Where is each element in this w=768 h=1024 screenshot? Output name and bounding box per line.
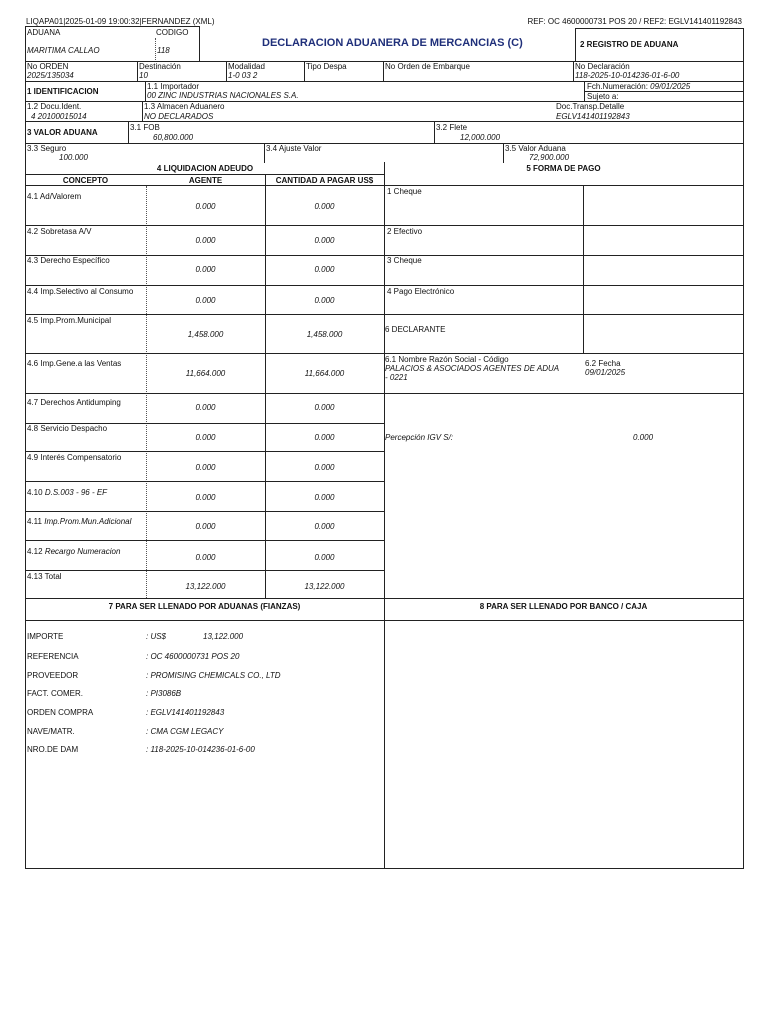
table-row-concepto: 4.3 Derecho Específico xyxy=(27,256,110,265)
table-row-agente: 0.000 xyxy=(195,265,216,274)
forma-pago-item: 2 Efectivo xyxy=(387,227,423,236)
fianza-label: REFERENCIA xyxy=(27,652,79,661)
seguro-value: 100.000 xyxy=(59,153,88,162)
table-row-cantidad: 0.000 xyxy=(314,493,335,502)
table-row-concepto: 4.8 Servicio Despacho xyxy=(27,424,108,433)
table-row-concepto: 4.10 D.S.003 - 96 - EF xyxy=(27,488,108,497)
fianza-value: : PI3086B xyxy=(146,689,182,698)
table-row-cantidad: 11,664.000 xyxy=(304,369,345,378)
docu-ident-label: 1.2 Docu.Ident. xyxy=(27,102,82,111)
destinacion-label: Destinación xyxy=(139,62,181,71)
valor-aduana-label: 3 VALOR ADUANA xyxy=(27,128,98,137)
fecha-label: 6.2 Fecha xyxy=(585,359,621,368)
destinacion-value: 10 xyxy=(139,71,148,80)
col-cantidad: CANTIDAD A PAGAR US$ xyxy=(275,176,374,185)
forma-pago-item: 4 Pago Electrónico xyxy=(387,287,455,296)
importador-label: 1.1 Importador xyxy=(147,82,200,91)
codigo-value: 118 xyxy=(157,46,170,55)
table-row-concepto: 4.13 Total xyxy=(27,572,62,581)
table-row-cantidad: 0.000 xyxy=(314,522,335,531)
table-row-concepto: 4.5 Imp.Prom.Municipal xyxy=(27,316,112,325)
sujeto-label: Sujeto a: xyxy=(587,92,619,101)
table-row-agente: 0.000 xyxy=(195,236,216,245)
aduana-value: MARITIMA CALLAO xyxy=(27,46,100,55)
table-row-agente: 0.000 xyxy=(195,553,216,562)
fch-numeracion: Fch.Numeración: 09/01/2025 xyxy=(587,82,691,91)
fianza-label: PROVEEDOR xyxy=(27,671,79,680)
page-title: DECLARACION ADUANERA DE MERCANCIAS (C) xyxy=(262,37,523,49)
table-row-cantidad: 0.000 xyxy=(314,553,335,562)
col-agente: AGENTE xyxy=(188,176,223,185)
fianza-value: : OC 4600000731 POS 20 xyxy=(146,652,240,661)
codigo-label: CODIGO xyxy=(156,28,189,37)
flete-label: 3.2 Flete xyxy=(436,123,468,132)
modalidad-value: 1-0 03 2 xyxy=(228,71,258,80)
fianza-label: NRO.DE DAM xyxy=(27,745,79,754)
fob-value: 60,800.000 xyxy=(153,133,194,142)
table-row-concepto: 4.1 Ad/Valorem xyxy=(27,192,82,201)
table-row-cantidad: 0.000 xyxy=(314,265,335,274)
table-row-concepto: 4.6 Imp.Gene.a las Ventas xyxy=(27,359,122,368)
fecha-value: 09/01/2025 xyxy=(585,368,626,377)
table-row-concepto: 4.4 Imp.Selectivo al Consumo xyxy=(27,287,134,296)
orden-embarque-label: No Orden de Embarque xyxy=(385,62,470,71)
forma-pago-item: 1 Cheque xyxy=(387,187,422,196)
table-row-cantidad: 0.000 xyxy=(314,433,335,442)
forma-pago-label: 5 FORMA DE PAGO xyxy=(526,164,601,173)
declarante-label: 6 DECLARANTE xyxy=(385,325,446,334)
table-row-agente: 0.000 xyxy=(195,403,216,412)
table-row-cantidad: 0.000 xyxy=(314,236,335,245)
nombre-razon-code: - 0221 xyxy=(385,373,408,382)
header-right: REF: OC 4600000731 POS 20 / REF2: EGLV141401192843 xyxy=(527,17,742,26)
aduanas-section-label: 7 PARA SER LLENADO POR ADUANAS (FIANZAS) xyxy=(108,602,301,611)
declaracion-value: 118-2025-10-014236-01-6-00 xyxy=(575,71,680,80)
importador-value: 00 ZINC INDUSTRIAS NACIONALES S.A. xyxy=(147,91,299,100)
aduana-label: ADUANA xyxy=(27,28,61,37)
col-concepto: CONCEPTO xyxy=(62,176,109,185)
fianza-value: : EGLV141401192843 xyxy=(146,708,225,717)
header-left: LIQAPA01|2025-01-09 19:00:32|FERNANDEZ (XML) xyxy=(26,17,215,26)
table-row-agente: 0.000 xyxy=(195,296,216,305)
table-row-agente: 13,122.000 xyxy=(185,582,226,591)
table-row-cantidad: 0.000 xyxy=(314,202,335,211)
banco-section-label: 8 PARA SER LLENADO POR BANCO / CAJA xyxy=(479,602,648,611)
doc-transp-label: Doc.Transp.Detalle xyxy=(556,102,625,111)
table-row-agente: 11,664.000 xyxy=(185,369,226,378)
table-row-agente: 0.000 xyxy=(195,493,216,502)
fianza-label: FACT. COMER. xyxy=(27,689,84,698)
valor-aduana-total-label: 3.5 Valor Aduana xyxy=(505,144,566,153)
table-row-concepto: 4.12 Recargo Numeracion xyxy=(27,547,121,556)
doc-transp-value: EGLV141401192843 xyxy=(556,112,630,121)
almacen-label: 1.3 Almacen Aduanero xyxy=(144,102,225,111)
nombre-razon-value: PALACIOS & ASOCIADOS AGENTES DE ADUA xyxy=(385,364,560,373)
docu-ident-value: 4 20100015014 xyxy=(31,112,87,121)
nombre-razon-label: 6.1 Nombre Razón Social - Código xyxy=(385,355,509,364)
table-row-agente: 1,458.000 xyxy=(187,330,224,339)
table-row-cantidad: 0.000 xyxy=(314,296,335,305)
almacen-value: NO DECLARADOS xyxy=(144,112,214,121)
fianza-value: : CMA CGM LEGACY xyxy=(146,727,224,736)
fianza-label: ORDEN COMPRA xyxy=(27,708,94,717)
fianza-label: NAVE/MATR. xyxy=(27,727,75,736)
valor-aduana-total-value: 72,900.000 xyxy=(529,153,570,162)
forma-pago-item: 3 Cheque xyxy=(387,256,422,265)
table-row-agente: 0.000 xyxy=(195,463,216,472)
liquidacion-label: 4 LIQUIDACION ADEUDO xyxy=(156,164,254,173)
tipo-despacho-label: Tipo Despa xyxy=(306,62,347,71)
percepcion-igv-label: Percepción IGV S/: xyxy=(385,433,454,442)
table-row-agente: 0.000 xyxy=(195,433,216,442)
percepcion-igv-value: 0.000 xyxy=(633,433,654,442)
table-row-concepto: 4.9 Interés Compensatorio xyxy=(27,453,122,462)
fob-label: 3.1 FOB xyxy=(130,123,160,132)
table-row-cantidad: 0.000 xyxy=(314,403,335,412)
table-row-agente: 0.000 xyxy=(195,522,216,531)
fianza-value: 13,122.000 xyxy=(203,632,244,641)
declaracion-label: No Declaración xyxy=(575,62,630,71)
table-row-cantidad: 1,458.000 xyxy=(306,330,343,339)
table-row-cantidad: 13,122.000 xyxy=(304,582,345,591)
registro-aduana-label: 2 REGISTRO DE ADUANA xyxy=(580,40,679,49)
table-row-concepto: 4.11 Imp.Prom.Mun.Adicional xyxy=(27,517,132,526)
table-row-concepto: 4.7 Derechos Antidumping xyxy=(27,398,121,407)
orden-label: No ORDEN xyxy=(27,62,69,71)
fianza-value: : PROMISING CHEMICALS CO., LTD xyxy=(146,671,281,680)
identificacion-label: 1 IDENTIFICACION xyxy=(27,87,99,96)
table-row-cantidad: 0.000 xyxy=(314,463,335,472)
seguro-label: 3.3 Seguro xyxy=(27,144,67,153)
fianza-value: : 118-2025-10-014236-01-6-00 xyxy=(146,745,255,754)
fianza-label: IMPORTE xyxy=(27,632,64,641)
modalidad-label: Modalidad xyxy=(228,62,265,71)
flete-value: 12,000.000 xyxy=(460,133,501,142)
orden-value: 2025/135034 xyxy=(27,71,74,80)
table-row-concepto: 4.2 Sobretasa A/V xyxy=(27,227,92,236)
table-row-agente: 0.000 xyxy=(195,202,216,211)
fianza-value: : US$ xyxy=(146,632,167,641)
ajuste-label: 3.4 Ajuste Valor xyxy=(266,144,322,153)
